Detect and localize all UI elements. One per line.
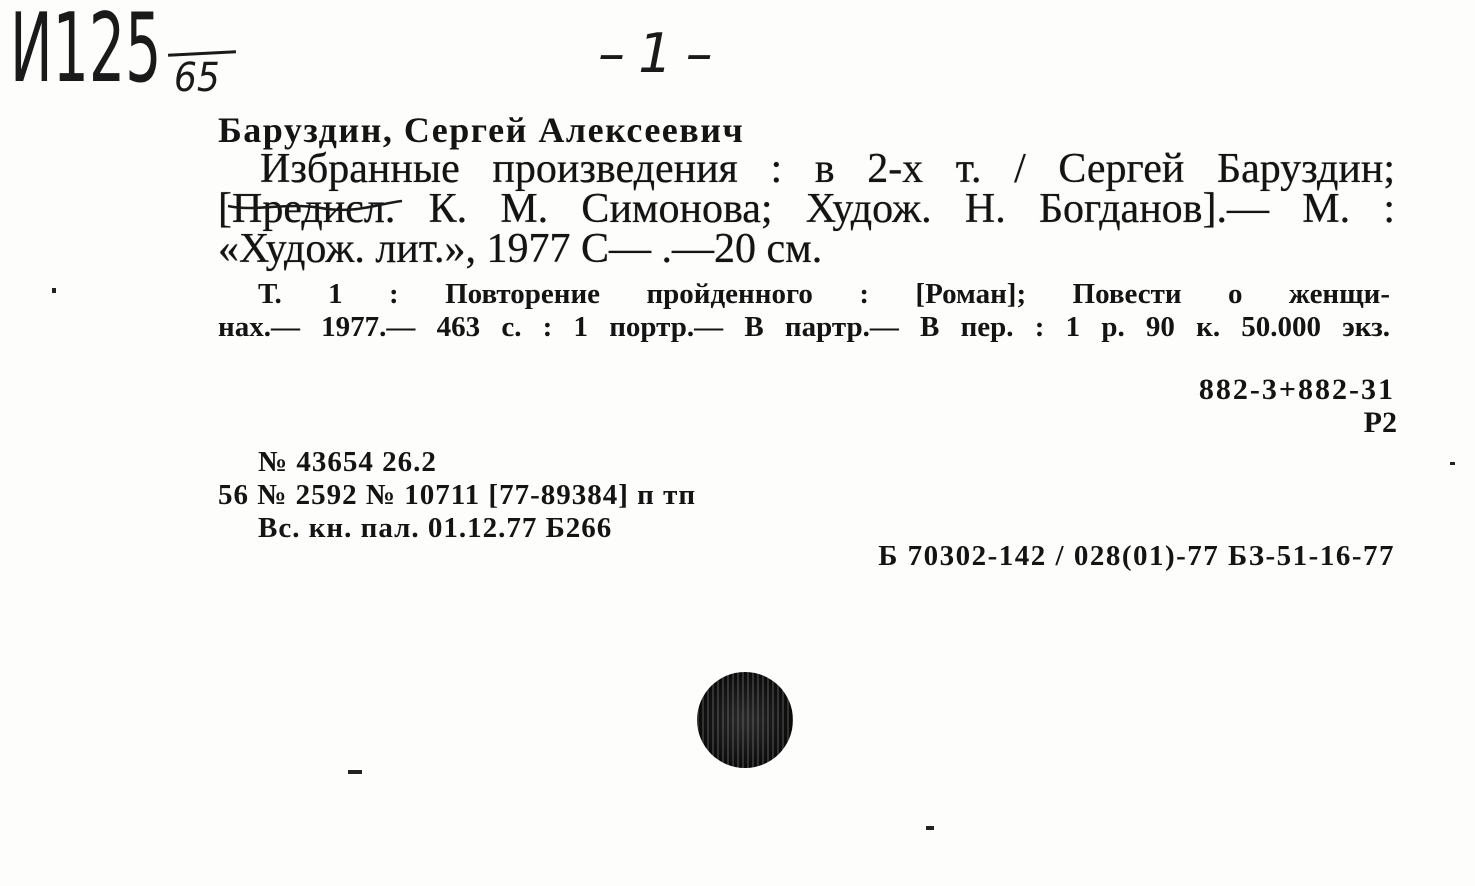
- shelfmark-number: 65: [174, 55, 220, 101]
- accession-line: Вс. кн. пал. 01.12.77 Б266: [258, 512, 613, 544]
- card-sequence-number: – 1 –: [598, 22, 711, 85]
- classification-index: 882-3+882-31: [1198, 373, 1395, 406]
- accession-line: 56 № 2592 № 10711 [77-89384] п тп: [218, 479, 697, 511]
- classification-code: Р2: [1363, 406, 1397, 439]
- volume-line: нах.— 1977.— 463 с. : 1 портр.— В партр.— В пер. : 1 р. 90 к. 50.000 экз.: [218, 311, 1390, 343]
- volume-line: Т. 1 : Повторение пройденного : [Роман]; Повести о женщи-: [258, 278, 1390, 310]
- record-line-imprint: «Худож. лит.», 1977 С— .—20 см.: [218, 226, 823, 272]
- record-line-responsibility: [Предисл. К. М. Симонова; Худож. Н. Богданов].— М. :: [218, 186, 1395, 232]
- punch-hole: [697, 672, 793, 768]
- scan-speck: [926, 826, 934, 830]
- shelfmark-code: И125: [10, 0, 162, 104]
- volume-note: [218, 278, 1390, 344]
- scan-speck: [348, 770, 362, 774]
- record-line-title: Избранные произведения : в 2-х т. / Сергей Баруздин;: [260, 146, 1395, 192]
- scan-speck: [52, 288, 56, 293]
- author-heading: Баруздин, Сергей Алексеевич: [218, 110, 745, 150]
- accession-line: № 43654 26.2: [258, 446, 437, 478]
- accession-info: [218, 446, 696, 545]
- pen-underline-mark: [226, 198, 406, 214]
- imprint-code: Б 70302-142 / 028(01)-77 БЗ-51-16-77: [878, 540, 1395, 572]
- scan-speck: [1450, 462, 1455, 465]
